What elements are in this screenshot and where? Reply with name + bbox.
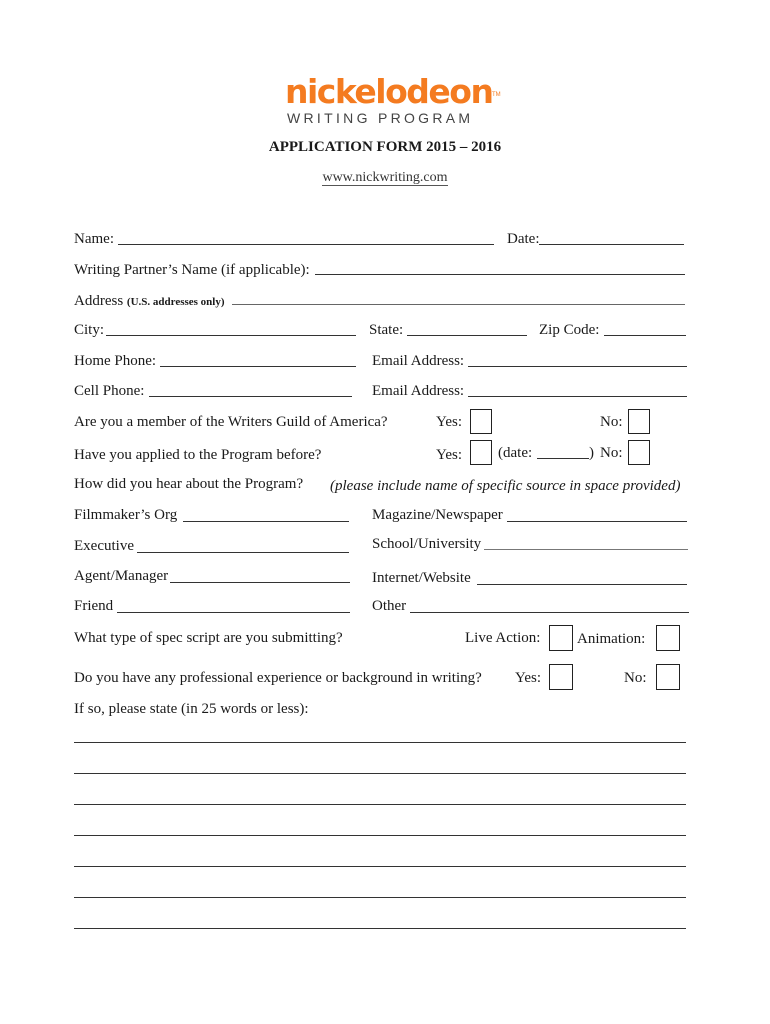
answer-line[interactable] [74, 742, 686, 743]
date-field[interactable] [539, 244, 684, 245]
address-note: (U.S. addresses only) [126, 296, 225, 308]
answer-line[interactable] [74, 804, 686, 805]
applied-yes-label: Yes: [436, 447, 462, 463]
source-friend-label: Friend [74, 598, 114, 614]
state-field[interactable] [407, 335, 527, 336]
email-label-1: Email Address: [372, 353, 465, 369]
city-field[interactable] [106, 335, 356, 336]
live-action-label: Live Action: [465, 630, 541, 646]
email-label-2: Email Address: [372, 383, 465, 399]
home-phone-field[interactable] [160, 366, 356, 367]
wga-no-checkbox[interactable] [628, 409, 650, 434]
animation-checkbox[interactable] [656, 625, 680, 651]
partner-label: Writing Partner’s Name (if applicable): [74, 262, 310, 278]
source-agent-field[interactable] [170, 582, 350, 583]
source-school-field[interactable] [484, 549, 688, 550]
experience-yes-checkbox[interactable] [549, 664, 573, 690]
address-field[interactable] [232, 304, 685, 305]
experience-no-checkbox[interactable] [656, 664, 680, 690]
spec-question: What type of spec script are you submitting? [74, 630, 343, 646]
name-field[interactable] [118, 244, 494, 245]
email-field-2[interactable] [468, 396, 687, 397]
wga-no-label: No: [600, 414, 623, 430]
source-internet-field[interactable] [477, 584, 687, 585]
answer-line[interactable] [74, 835, 686, 836]
logo-trademark: TM [492, 92, 501, 98]
source-filmmakers-label: Filmmaker’s Org [74, 507, 178, 523]
form-title: APPLICATION FORM 2015 – 2016 [268, 139, 502, 155]
logo-program: WRITING PROGRAM [287, 110, 474, 126]
experience-no-label: No: [624, 670, 647, 686]
state-label: State: [369, 322, 404, 338]
cell-phone-label: Cell Phone: [74, 383, 145, 399]
source-school-label: School/University [372, 536, 482, 552]
email-field-1[interactable] [468, 366, 687, 367]
answer-line[interactable] [74, 866, 686, 867]
answer-line[interactable] [74, 897, 686, 898]
address-label: Address (U.S. addresses only) [74, 293, 225, 309]
source-executive-label: Executive [74, 538, 134, 554]
source-executive-field[interactable] [137, 552, 349, 553]
source-other-field[interactable] [410, 612, 689, 613]
applied-no-label: No: [600, 445, 623, 461]
applied-no-checkbox[interactable] [628, 440, 650, 465]
source-other-label: Other [372, 598, 407, 614]
wga-yes-checkbox[interactable] [470, 409, 492, 434]
applied-date-field[interactable] [537, 458, 589, 459]
experience-question: Do you have any professional experience or background in writing? [74, 670, 482, 686]
source-internet-label: Internet/Website [372, 570, 471, 586]
partner-field[interactable] [315, 274, 685, 275]
source-agent-label: Agent/Manager [74, 568, 169, 584]
website-link[interactable]: www.nickwriting.com [322, 170, 448, 185]
hear-note: (please include name of specific source in space provided) [330, 478, 681, 494]
zip-label: Zip Code: [539, 322, 600, 338]
applied-question: Have you applied to the Program before? [74, 447, 322, 463]
name-label: Name: [74, 231, 114, 247]
answer-line[interactable] [74, 928, 686, 929]
city-label: City: [74, 322, 105, 338]
applied-yes-checkbox[interactable] [470, 440, 492, 465]
source-filmmakers-field[interactable] [183, 521, 349, 522]
source-magazine-field[interactable] [507, 521, 687, 522]
state-words-label: If so, please state (in 25 words or less): [74, 701, 309, 717]
applied-date-open: (date: [498, 445, 533, 461]
zip-field[interactable] [604, 335, 686, 336]
source-friend-field[interactable] [117, 612, 350, 613]
home-phone-label: Home Phone: [74, 353, 157, 369]
date-label: Date: [507, 231, 540, 247]
live-action-checkbox[interactable] [549, 625, 573, 651]
nickelodeon-logo [285, 74, 505, 126]
applied-date-close: ) [589, 445, 594, 461]
animation-label: Animation: [577, 631, 646, 647]
experience-yes-label: Yes: [515, 670, 541, 686]
hear-question: How did you hear about the Program? [74, 476, 304, 492]
logo-brand: nickelodeon [285, 72, 493, 111]
cell-phone-field[interactable] [149, 396, 352, 397]
answer-line[interactable] [74, 773, 686, 774]
source-magazine-label: Magazine/Newspaper [372, 507, 503, 523]
wga-question: Are you a member of the Writers Guild of America? [74, 414, 388, 430]
wga-yes-label: Yes: [436, 414, 462, 430]
